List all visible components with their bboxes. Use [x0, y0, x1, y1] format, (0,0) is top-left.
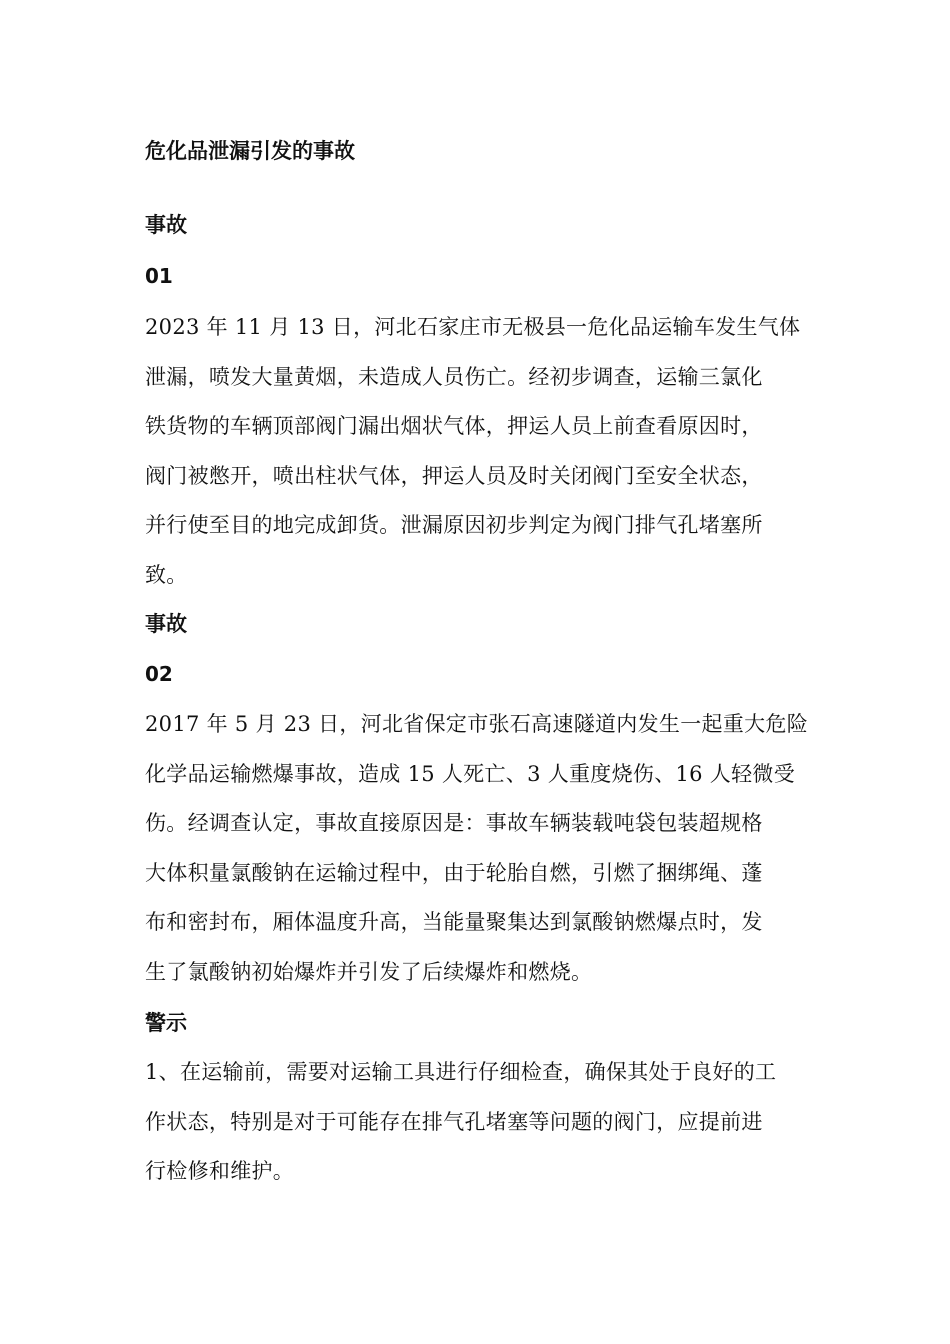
incident-1-number: 01: [145, 264, 173, 288]
incident-2-number: 02: [145, 662, 173, 686]
paragraph-line: 化学品运输燃爆事故，造成 15 人死亡、3 人重度烧伤、16 人轻微受: [145, 761, 796, 786]
paragraph-line: 2023 年 11 月 13 日，河北石家庄市无极县一危化品运输车发生气体: [145, 315, 801, 339]
incident-2-label: 事故: [145, 612, 187, 636]
paragraph-line: 生了氯酸钠初始爆炸并引发了后续爆炸和燃烧。: [145, 959, 593, 984]
warning-paragraph: [145, 1048, 810, 1197]
paragraph-line: 2017 年 5 月 23 日，河北省保定市张石高速隧道内发生一起重大危险: [145, 712, 808, 736]
paragraph-line: 并行使至目的地完成卸货。泄漏原因初步判定为阀门排气孔堵塞所: [145, 513, 763, 538]
paragraph-line: 作状态，特别是对于可能存在排气孔堵塞等问题的阀门，应提前进: [145, 1109, 763, 1134]
warning-label: 警示: [145, 1011, 187, 1035]
paragraph-line: 行检修和维护。: [145, 1159, 295, 1184]
incident-2-paragraph: [145, 700, 810, 998]
paragraph-line: 阀门被憋开，喷出柱状气体，押运人员及时关闭阀门至安全状态，: [145, 463, 763, 488]
paragraph-line: 泄漏，喷发大量黄烟，未造成人员伤亡。经初步调查，运输三氯化: [145, 364, 763, 389]
paragraph-line: 铁货物的车辆顶部阀门漏出烟状气体，押运人员上前查看原因时，: [145, 414, 763, 439]
incident-1-paragraph: [145, 303, 810, 601]
paragraph-line: 致。: [145, 562, 188, 587]
paragraph-line: 大体积量氯酸钠在运输过程中，由于轮胎自燃，引燃了捆绑绳、蓬: [145, 860, 763, 885]
paragraph-line: 布和密封布，厢体温度升高，当能量聚集达到氯酸钠燃爆点时，发: [145, 910, 763, 935]
paragraph-line: 1、在运输前，需要对运输工具进行仔细检查，确保其处于良好的工: [145, 1060, 777, 1084]
incident-1-label: 事故: [145, 213, 187, 237]
paragraph-line: 伤。经调查认定，事故直接原因是：事故车辆装载吨袋包装超规格: [145, 811, 763, 836]
document-title: 危化品泄漏引发的事故: [145, 139, 355, 163]
